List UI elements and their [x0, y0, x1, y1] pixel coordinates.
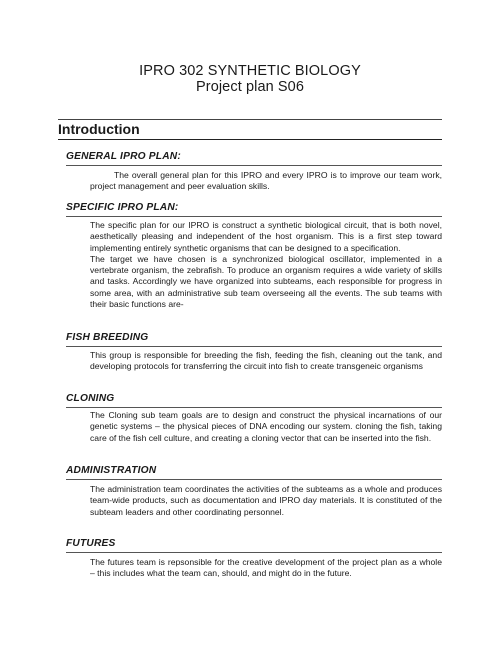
subheading-fish-breeding: FISH BREEDING — [66, 332, 442, 347]
futures-text: The futures team is repsonsible for the creative development of the project plan as a whole – this includes what the team can, should, and might do in the future. — [90, 557, 442, 579]
title-line-1: IPRO 302 SYNTHETIC BIOLOGY — [139, 63, 361, 79]
cloning-text: The Cloning sub team goals are to design and construct the physical incarnations of our genetic systems – the physical pieces of DNA encoding our system. cloning the fish, taking care of the fish cell culture, and creating a cloning vector that can be inserted into the fish. — [90, 410, 442, 443]
paragraph-administration — [90, 484, 442, 518]
subheading-administration: ADMINISTRATION — [66, 465, 442, 480]
paragraph-fish-breeding — [90, 350, 442, 373]
paragraph-cloning — [90, 410, 442, 444]
subheading-general-ipro-plan: GENERAL IPRO PLAN: — [66, 151, 442, 166]
subheading-futures: FUTURES — [66, 538, 442, 553]
fish-breeding-text: This group is responsible for breeding the fish, feeding the fish, cleaning out the tank, and developing protocols for transferring the circuit into fish to create transgeneic organisms — [90, 350, 442, 372]
title-line-2: Project plan S06 — [196, 79, 304, 95]
paragraph-futures — [90, 557, 442, 580]
subheading-cloning: CLONING — [66, 393, 442, 408]
document-title — [0, 63, 500, 95]
subheading-specific-ipro-plan: SPECIFIC IPRO PLAN: — [66, 202, 442, 217]
administration-text: The administration team coordinates the activities of the subteams as a whole and produces team-wide products, such as documentation and IPRO day materials. It is constituted of the subteam leaders and other coordinating personnel. — [90, 484, 442, 517]
section-heading-introduction: Introduction — [58, 121, 442, 140]
paragraph-specific-ipro-plan — [90, 220, 442, 310]
general-plan-text: The overall general plan for this IPRO and every IPRO is to improve our team work, project management and peer evaluation skills. — [90, 170, 442, 192]
specific-plan-text-2: The target we have chosen is a synchronized biological oscillator, implemented in a vertebrate organism, the zebrafish. To produce an organism requires a wide variety of skills and tasks. Accordingly we have organized into subteams, each responsible for progress in some area, with an administrative sub team overseeing all the events. The sub teams with their basic functions are- — [90, 253, 442, 310]
specific-plan-text-1: The specific plan for our IPRO is construct a synthetic biological circuit, that is both novel, aesthetically pleasing and independent of the host organism. This is a first step toward implementing entirely synthetic organisms that can be designed to a specification. — [90, 220, 442, 253]
paragraph-general-ipro-plan — [90, 170, 442, 193]
